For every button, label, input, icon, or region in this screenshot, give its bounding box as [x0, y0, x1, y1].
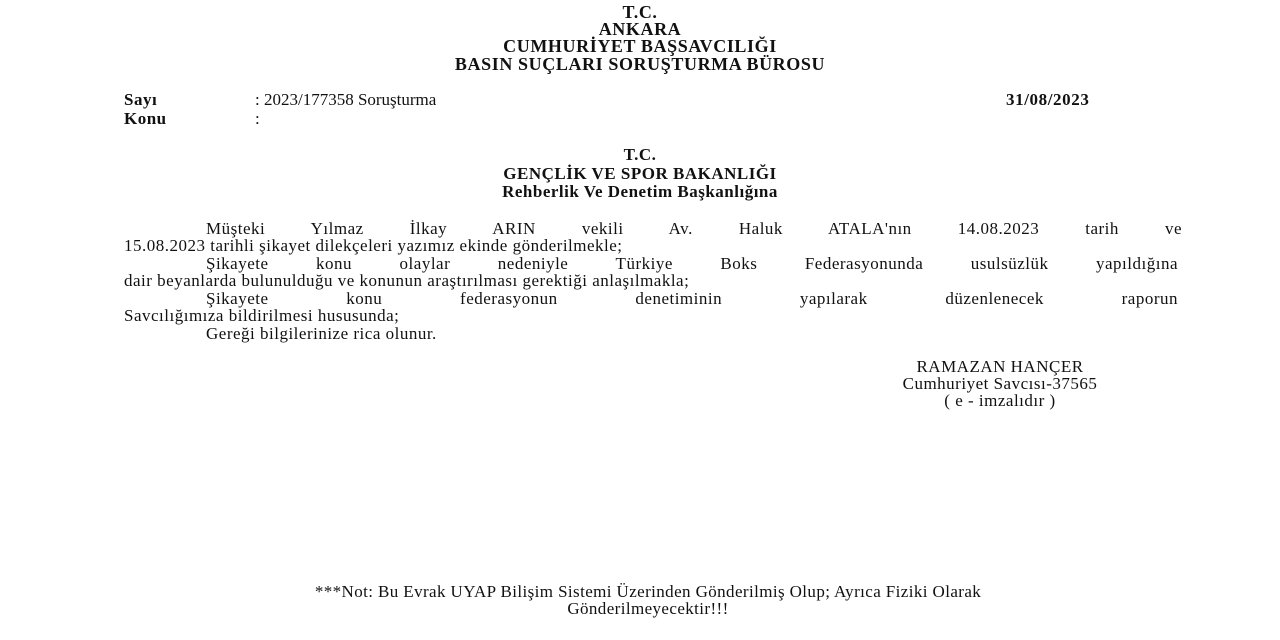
sayi-value: : 2023/177358 Soruşturma	[255, 90, 437, 109]
addressee-tc: T.C.	[623, 145, 657, 164]
para3-line1: Şikayete konu federasyonun denetiminin yapılarak düzenlenecek raporun	[206, 289, 1178, 308]
para4-line1: Gereği bilgilerinize rica olunur.	[206, 324, 437, 343]
para3-line2: Savcılığımıza bildirilmesi hususunda;	[124, 306, 400, 325]
signer-name: RAMAZAN HANÇER	[916, 357, 1084, 376]
footer-note-line2: Gönderilmeyecektir!!!	[567, 599, 729, 618]
header-bureau: BASIN SUÇLARI SORUŞTURMA BÜROSU	[454, 54, 826, 74]
para2-line1: Şikayete konu olaylar nedeniyle Türkiye Boks Federasyonunda usulsüzlük yapıldığına	[206, 254, 1178, 273]
para2-line2: dair beyanlarda bulunulduğu ve konunun araştırılması gerektiği anlaşılmakla;	[124, 271, 690, 290]
signer-title: Cumhuriyet Savcısı-37565	[902, 374, 1098, 393]
para1-line2: 15.08.2023 tarihli şikayet dilekçeleri yazımız ekinde gönderilmekle;	[124, 236, 623, 255]
addressee-ministry: GENÇLİK VE SPOR BAKANLIĞI	[503, 164, 777, 183]
para1-line1: Müşteki Yılmaz İlkay ARIN vekili Av. Haluk ATALA'nın 14.08.2023 tarih ve	[206, 219, 1182, 238]
document-date: 31/08/2023	[1006, 90, 1090, 109]
konu-value: :	[255, 109, 260, 128]
header-office: CUMHURİYET BAŞSAVCILIĞI	[503, 36, 777, 56]
sayi-label: Sayı	[124, 90, 158, 109]
konu-label: Konu	[124, 109, 167, 128]
e-signature-note: ( e - imzalıdır )	[944, 391, 1056, 410]
header-city: ANKARA	[598, 19, 682, 39]
header-tc: T.C.	[622, 2, 658, 22]
footer-note-line1: ***Not: Bu Evrak UYAP Bilişim Sistemi Üzerinden Gönderilmiş Olup; Ayrıca Fiziki Olarak	[314, 582, 982, 601]
addressee-department: Rehberlik Ve Denetim Başkanlığına	[502, 182, 778, 201]
